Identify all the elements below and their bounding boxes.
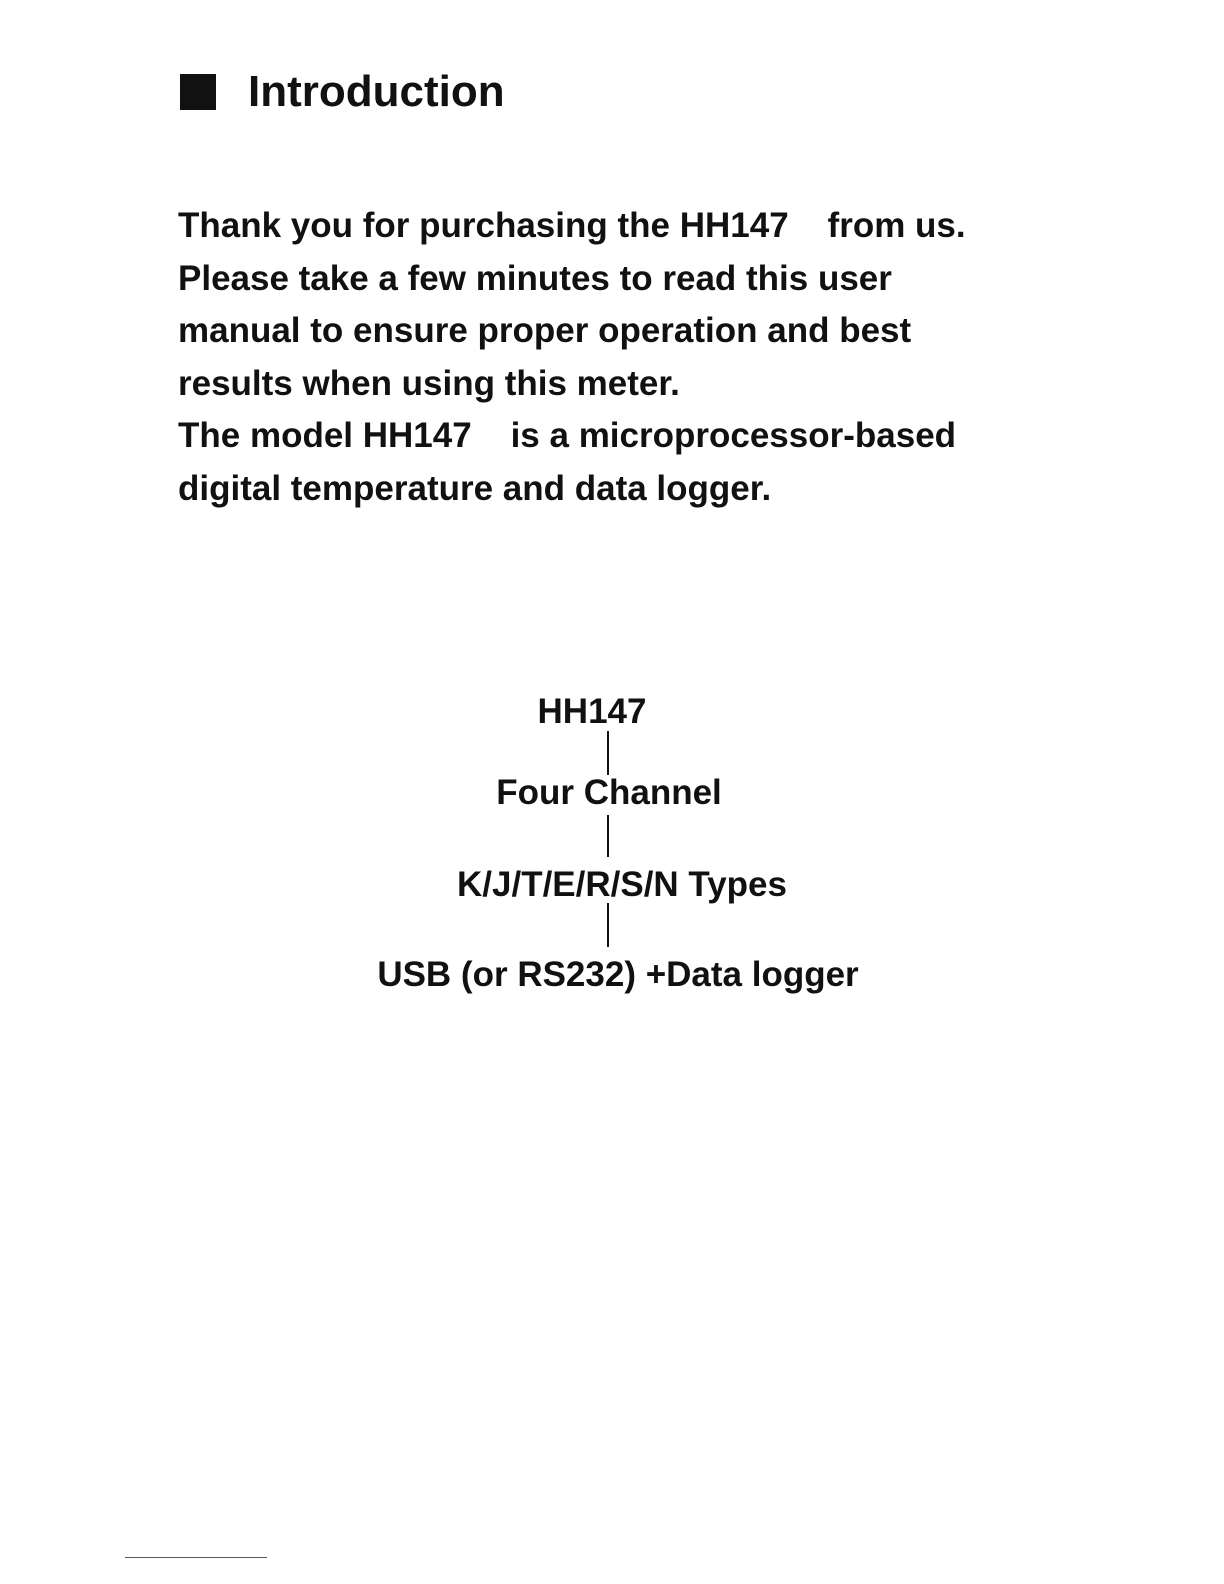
- intro-line: digital temperature and data logger.: [178, 468, 772, 508]
- intro-line: manual to ensure proper operation and best: [178, 311, 912, 351]
- intro-paragraph: [178, 200, 1078, 516]
- diagram-connector: [607, 903, 609, 947]
- intro-line: results when using this meter.: [178, 363, 680, 403]
- section-heading: [180, 64, 505, 120]
- diagram-node-interface: USB (or RS232) +Data logger: [377, 955, 859, 994]
- section-title: Introduction: [248, 67, 505, 116]
- diagram-connector: [607, 731, 609, 775]
- diagram-node-channels: Four Channel: [496, 773, 722, 812]
- diagram-connector: [607, 815, 609, 857]
- footnote-rule: [125, 1557, 267, 1558]
- diagram-node-model: HH147: [537, 692, 647, 731]
- intro-line: Thank you for purchasing the HH147 from us.: [178, 206, 966, 245]
- square-bullet-icon: [180, 74, 216, 110]
- intro-line: Please take a few minutes to read this user: [178, 258, 892, 298]
- intro-line: The model HH147 is a microprocessor-based: [178, 416, 957, 456]
- diagram-node-thermocouple-types: K/J/T/E/R/S/N Types: [457, 865, 787, 904]
